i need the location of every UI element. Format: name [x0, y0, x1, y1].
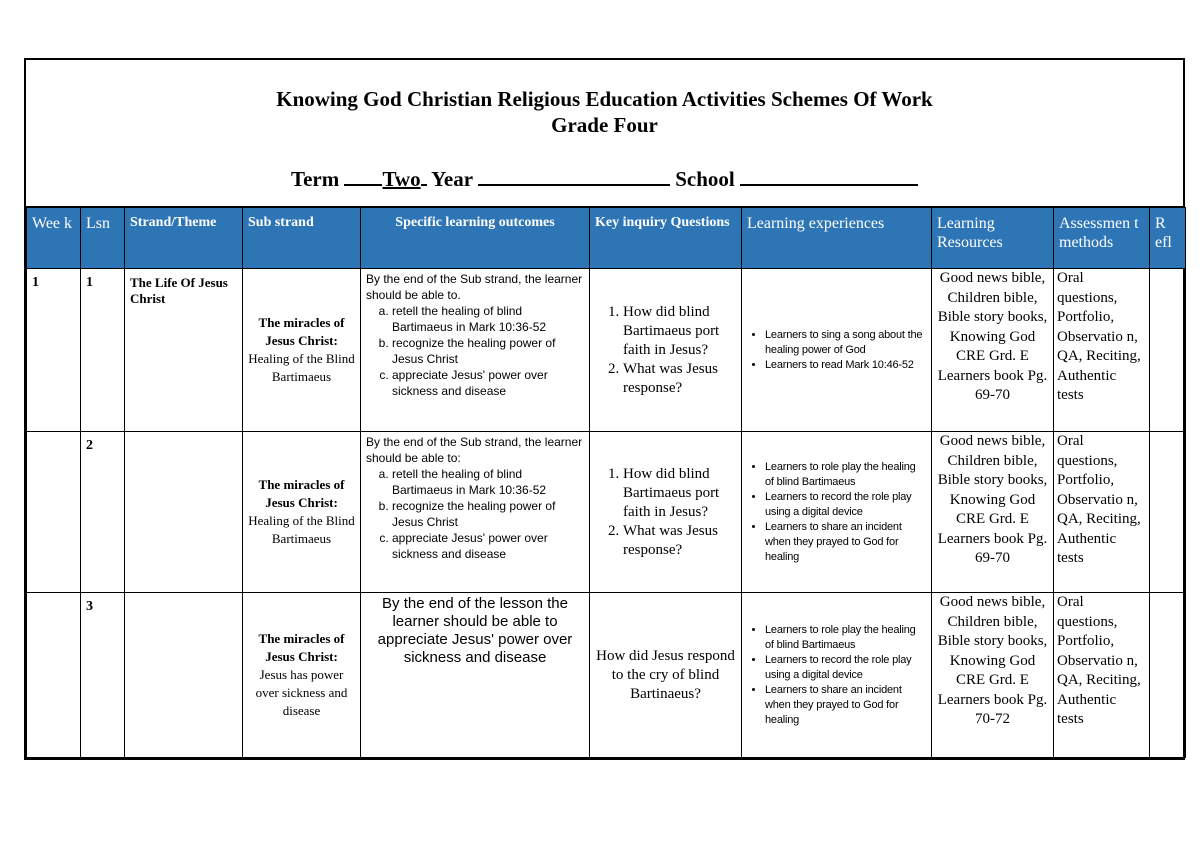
outcomes-list — [366, 303, 584, 399]
cell-outcomes — [361, 269, 590, 432]
cell-sub-strand — [243, 432, 361, 593]
cell-questions — [590, 432, 742, 593]
sub-strand-title: The miracles of Jesus Christ: — [258, 477, 345, 510]
sub-strand-text: Jesus has power over sickness and disease — [255, 667, 348, 718]
outcome-item: c. appreciate Jesus' power over sickness and disease — [392, 530, 584, 562]
question-item: 1. How did blind Bartimaeus port faith in Jesus? — [623, 465, 736, 522]
cell-week: 1 — [27, 269, 81, 432]
term-blank-right — [421, 164, 427, 186]
document-title: Knowing God Christian Religious Education Activities Schemes Of Work — [276, 87, 933, 111]
sub-strand-text: Healing of the Blind Bartimaeus — [248, 513, 355, 546]
cell-strand — [125, 432, 243, 593]
cell-lsn: 1 — [81, 269, 125, 432]
cell-experiences — [742, 593, 932, 758]
outcome-item: b. recognize the healing power of Jesus Christ — [392, 335, 584, 367]
cell-reflection — [1150, 593, 1186, 758]
experience-item: • Learners to record the role play using a digital device — [765, 490, 926, 520]
cell-questions: How did Jesus respond to the cry of blind Bartinaeus? — [590, 593, 742, 758]
scheme-of-work-sheet — [24, 58, 1185, 760]
cell-outcomes: By the end of the lesson the learner should be able to appreciate Jesus' power over sickness and disease — [361, 593, 590, 758]
questions-list — [595, 303, 736, 398]
experience-item: • Learners to role play the healing of blind Bartimaeus — [765, 460, 926, 490]
col-questions: Key inquiry Questions — [590, 208, 742, 269]
outcome-item: c. appreciate Jesus' power over sickness and disease — [392, 367, 584, 399]
col-resources: Learning Resources — [932, 208, 1054, 269]
cell-week — [27, 593, 81, 758]
col-reflection: R efl — [1150, 208, 1186, 269]
cell-assessment: Oral questions, Portfolio, Observatio n, QA, Reciting, Authentic tests — [1054, 269, 1150, 432]
document-header — [26, 60, 1183, 207]
cell-week — [27, 432, 81, 593]
experience-item: • Learners to role play the healing of blind Bartimaeus — [765, 623, 926, 653]
questions-list — [595, 465, 736, 560]
cell-reflection — [1150, 432, 1186, 593]
table-header-row — [27, 208, 1186, 269]
cell-strand — [125, 593, 243, 758]
col-week: Wee k — [27, 208, 81, 269]
outcomes-list — [366, 466, 584, 562]
question-item: 2. What was Jesus response? — [623, 360, 736, 398]
cell-sub-strand — [243, 593, 361, 758]
experience-item: • Learners to share an incident when they prayed to God for healing — [765, 683, 926, 728]
question-item: 1. How did blind Bartimaeus port faith in Jesus? — [623, 303, 736, 360]
experience-item: • Learners to record the role play using a digital device — [765, 653, 926, 683]
term-label: Term — [291, 167, 340, 191]
cell-reflection — [1150, 269, 1186, 432]
outcome-item: b. recognize the healing power of Jesus Christ — [392, 498, 584, 530]
experiences-list — [747, 328, 926, 373]
experiences-list — [747, 460, 926, 565]
col-sub-strand: Sub strand — [243, 208, 361, 269]
school-label: School — [675, 167, 735, 191]
cell-assessment: Oral questions, Portfolio, Observatio n, QA, Reciting, Authentic tests — [1054, 432, 1150, 593]
grade-label: Grade Four — [551, 113, 658, 137]
experience-item: • Learners to share an incident when they prayed to God for healing — [765, 520, 926, 565]
scheme-table — [26, 207, 1186, 758]
cell-lsn: 3 — [81, 593, 125, 758]
table-row — [27, 269, 1186, 432]
term-blank-left — [344, 164, 382, 186]
col-experiences: Learning experiences — [742, 208, 932, 269]
cell-outcomes — [361, 432, 590, 593]
cell-lsn: 2 — [81, 432, 125, 593]
experiences-list — [747, 623, 926, 728]
cell-resources: Good news bible, Children bible, Bible story books, Knowing God CRE Grd. E Learners book Pg. 69-70 — [932, 432, 1054, 593]
cell-resources: Good news bible, Children bible, Bible story books, Knowing God CRE Grd. E Learners book Pg. 70-72 — [932, 593, 1054, 758]
sub-strand-title: The miracles of Jesus Christ: — [258, 315, 345, 348]
year-blank — [478, 164, 670, 186]
experience-item: • Learners to read Mark 10:46-52 — [765, 358, 926, 373]
cell-sub-strand — [243, 269, 361, 432]
outcome-item: a. retell the healing of blind Bartimaeus in Mark 10:36-52 — [392, 466, 584, 498]
table-row — [27, 432, 1186, 593]
outcomes-intro: By the end of the Sub strand, the learner should be able to: — [366, 435, 583, 465]
question-item: 2. What was Jesus response? — [623, 522, 736, 560]
cell-strand: The Life Of Jesus Christ — [125, 269, 243, 432]
term-year-school-line — [26, 164, 1183, 192]
term-value: Two — [382, 167, 421, 191]
col-outcomes: Specific learning outcomes — [361, 208, 590, 269]
col-assessment: Assessmen t methods — [1054, 208, 1150, 269]
col-strand: Strand/Theme — [125, 208, 243, 269]
sub-strand-title: The miracles of Jesus Christ: — [258, 631, 345, 664]
cell-assessment: Oral questions, Portfolio, Observatio n, QA, Reciting, Authentic tests — [1054, 593, 1150, 758]
cell-experiences — [742, 269, 932, 432]
outcome-item: a. retell the healing of blind Bartimaeus in Mark 10:36-52 — [392, 303, 584, 335]
experience-item: • Learners to sing a song about the healing power of God — [765, 328, 926, 358]
col-lsn: Lsn — [81, 208, 125, 269]
table-row — [27, 593, 1186, 758]
cell-questions — [590, 269, 742, 432]
cell-experiences — [742, 432, 932, 593]
year-label: Year — [431, 167, 473, 191]
school-blank — [740, 164, 918, 186]
sub-strand-text: Healing of the Blind Bartimaeus — [248, 351, 355, 384]
cell-resources: Good news bible, Children bible, Bible story books, Knowing God CRE Grd. E Learners book Pg. 69-70 — [932, 269, 1054, 432]
outcomes-intro: By the end of the Sub strand, the learner should be able to. — [366, 272, 583, 302]
